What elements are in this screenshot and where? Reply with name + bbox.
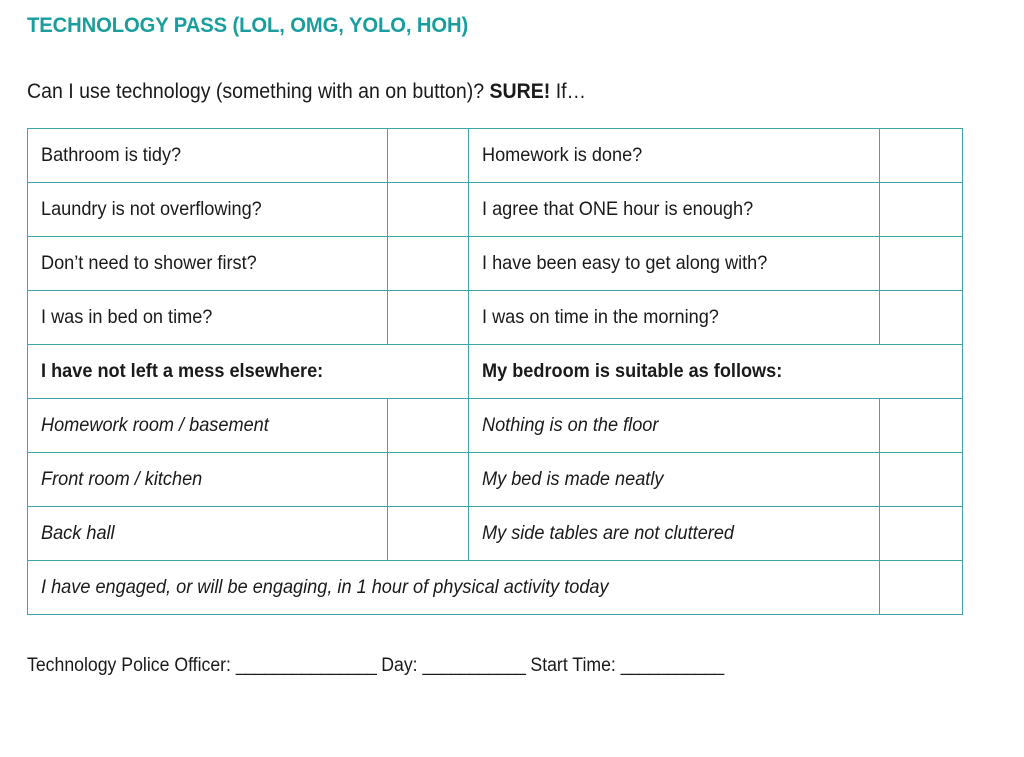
section-header-left	[28, 345, 469, 399]
checkbox-cell-right[interactable]	[880, 291, 963, 345]
checkbox-cell-right[interactable]	[880, 453, 963, 507]
checkbox-cell-left[interactable]	[388, 399, 469, 453]
checkbox-cell-left[interactable]	[388, 291, 469, 345]
page-title: TECHNOLOGY PASS (LOL, OMG, YOLO, HOH)	[27, 13, 469, 37]
checkbox-cell-right[interactable]	[880, 399, 963, 453]
start-time-blank-field[interactable]: ___________	[620, 655, 724, 676]
technology-pass-checklist-table	[27, 128, 963, 615]
checklist-item-fullwidth	[28, 561, 880, 615]
checkbox-cell-left[interactable]	[388, 237, 469, 291]
checklist-item-left	[28, 183, 388, 237]
table-row	[28, 507, 963, 561]
checklist-item-left-label: Bathroom is tidy?	[41, 144, 182, 167]
table-row-full-width	[28, 561, 963, 615]
checklist-item-left-label: Homework room / basement	[41, 414, 269, 437]
checklist-item-left-label: Laundry is not overflowing?	[41, 198, 262, 221]
start-time-label: Start Time:	[530, 655, 616, 676]
checklist-item-right	[469, 507, 880, 561]
checklist-item-left	[28, 129, 388, 183]
checkbox-cell-left[interactable]	[388, 507, 469, 561]
subtitle-lead-text: Can I use technology (something with an on button)?	[27, 80, 490, 103]
checklist-item-left-label: Front room / kitchen	[41, 468, 203, 491]
checklist-item-left-label: Don’t need to shower first?	[41, 252, 257, 275]
subtitle-tail-text: If…	[550, 80, 587, 103]
checklist-item-left	[28, 507, 388, 561]
checklist-item-left	[28, 453, 388, 507]
checklist-item-right-label: My side tables are not cluttered	[482, 522, 735, 545]
checklist-item-right-label: Homework is done?	[482, 144, 643, 167]
subtitle-emphasis-text: SURE!	[489, 80, 551, 103]
checkbox-cell-right[interactable]	[880, 237, 963, 291]
section-header-left-label: I have not left a mess elsewhere:	[41, 360, 324, 383]
checkbox-cell-right[interactable]	[880, 183, 963, 237]
checklist-item-right-label: I agree that ONE hour is enough?	[482, 198, 754, 221]
officer-blank-field[interactable]: _______________	[235, 655, 377, 676]
checkbox-cell-left[interactable]	[388, 129, 469, 183]
checklist-item-right	[469, 183, 880, 237]
checklist-item-left	[28, 237, 388, 291]
checklist-item-right-label: Nothing is on the floor	[482, 414, 659, 437]
checklist-item-fullwidth-label: I have engaged, or will be engaging, in 1 hour of physical activity today	[41, 576, 609, 599]
table-row	[28, 129, 963, 183]
subtitle-line	[27, 80, 586, 104]
day-label: Day:	[381, 655, 418, 676]
checklist-item-right-label: My bed is made neatly	[482, 468, 664, 491]
checklist-item-left-label: Back hall	[41, 522, 115, 545]
day-blank-field[interactable]: ___________	[422, 655, 526, 676]
table-row	[28, 183, 963, 237]
table-row	[28, 291, 963, 345]
officer-label: Technology Police Officer:	[27, 655, 231, 676]
checklist-item-right-label: I have been easy to get along with?	[482, 252, 768, 275]
checklist-item-left	[28, 399, 388, 453]
checklist-item-right	[469, 291, 880, 345]
table-row	[28, 237, 963, 291]
checkbox-cell-right[interactable]	[880, 507, 963, 561]
table-row	[28, 399, 963, 453]
checklist-item-left-label: I was in bed on time?	[41, 306, 213, 329]
checklist-item-right-label: I was on time in the morning?	[482, 306, 719, 329]
table-row	[28, 453, 963, 507]
checkbox-cell-right[interactable]	[880, 129, 963, 183]
checklist-item-right	[469, 399, 880, 453]
checklist-item-left	[28, 291, 388, 345]
section-header-right-label: My bedroom is suitable as follows:	[482, 360, 783, 383]
checklist-item-right	[469, 237, 880, 291]
table-section-header-row	[28, 345, 963, 399]
checkbox-cell-fullwidth[interactable]	[880, 561, 963, 615]
checkbox-cell-left[interactable]	[388, 453, 469, 507]
checklist-item-right	[469, 453, 880, 507]
section-header-right	[469, 345, 963, 399]
signature-footer	[27, 655, 724, 677]
checkbox-cell-left[interactable]	[388, 183, 469, 237]
checklist-item-right	[469, 129, 880, 183]
